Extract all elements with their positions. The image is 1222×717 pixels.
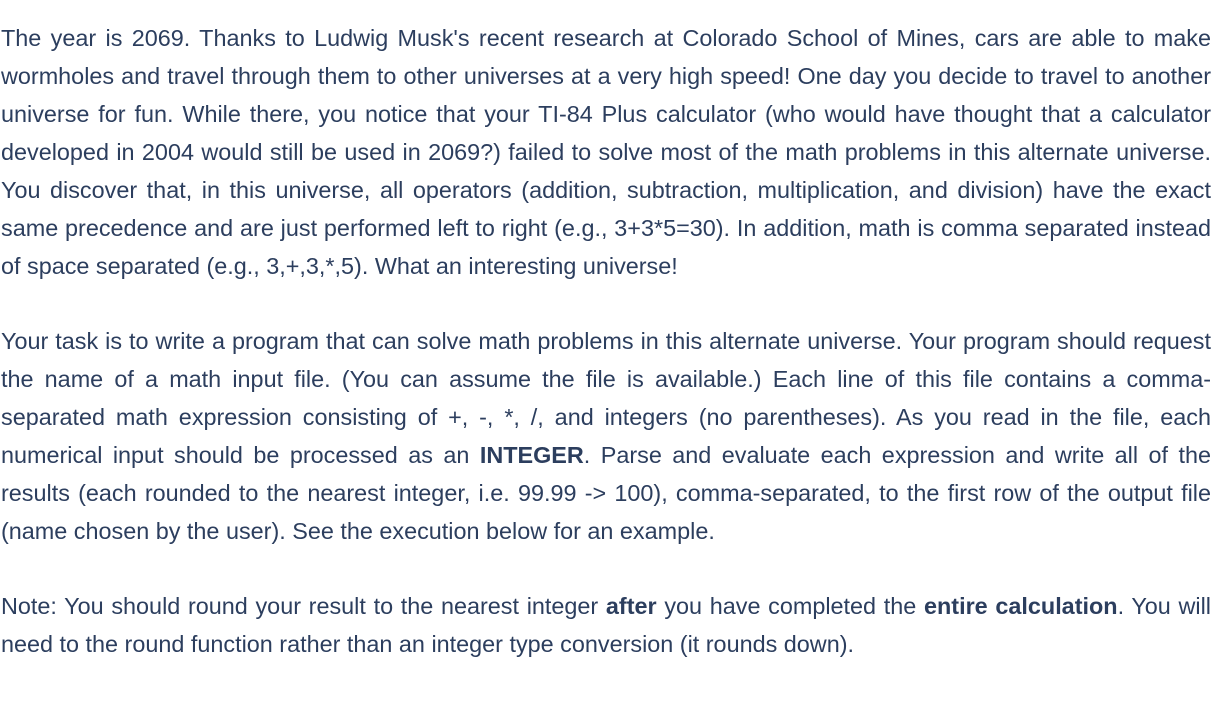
note-text-middle: you have completed the (656, 593, 924, 619)
note-paragraph (1, 587, 1211, 663)
integer-emphasis: INTEGER (479, 442, 584, 468)
note-text-before: Note: You should round your result to the nearest integer (1, 593, 606, 619)
after-emphasis: after (605, 593, 657, 619)
task-paragraph (1, 322, 1211, 550)
note-text-after: . You will need to the round function rather than an integer type conversion (it rounds down). (1, 593, 1211, 657)
document-body (1, 0, 1211, 663)
intro-paragraph (1, 19, 1211, 285)
intro-text: The year is 2069. Thanks to Ludwig Musk's recent research at Colorado School of Mines, cars are able to make wormholes and travel through them to other universes at a very high speed! One day you decide to travel to another universe for fun. While there, you notice that your TI-84 Plus calculator (who would have thought that a calculator developed in 2004 would still be used in 2069?) failed to solve most of the math problems in this alternate universe. You discover that, in this universe, all operators (addition, subtraction, multiplication, and division) have the exact same precedence and are just performed left to right (e.g., 3+3*5=30). In addition, math is comma separated instead of space separated (e.g., 3,+,3,*,5). What an interesting universe! (1, 25, 1211, 279)
task-text-after: . Parse and evaluate each expression and write all of the results (each rounded to the nearest integer, i.e. 99.99 -> 100), comma-separated, to the first row of the output file (name chosen by the user). See the execution below for an example. (1, 442, 1211, 544)
task-text-before: Your task is to write a program that can solve math problems in this alternate universe. Your program should request the name of a math input file. (You can assume the file is available.) Each line of this file contains a comma-separated math expression consisting of +, -, *, /, and integers (no parentheses). As you read in the file, each numerical input should be processed as an (1, 328, 1211, 468)
entire-calculation-emphasis: entire calculation (923, 593, 1118, 619)
